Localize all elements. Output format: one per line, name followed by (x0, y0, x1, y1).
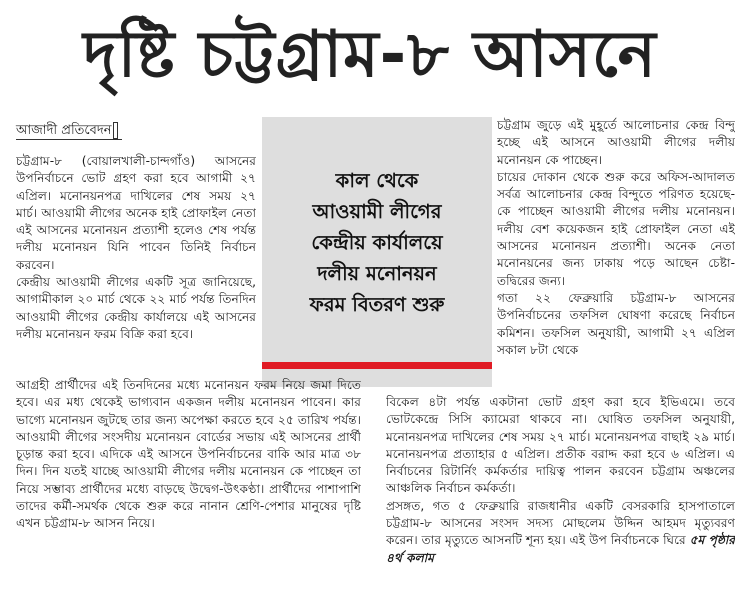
paragraph: চট্টগ্রাম জুড়ে এই মুহূর্তে আলোচনার কেন্দ্র বিন্দু হচ্ছে এই আসনে আওয়ামী লীগের দলীয় মনোনয়ন কে পাচ্ছেন। (497, 118, 735, 167)
article-column-bottom-left (16, 377, 361, 609)
callout-headline (262, 165, 492, 320)
byline-bracket (113, 122, 118, 139)
paragraph: চট্টগ্রাম-৮ (বোয়ালখালী-চান্দগাঁও) আসনের উপনির্বাচনে ভোট গ্রহণ করা হবে আগামী ২৭ এপ্রিল। মনোনয়নপত্র দাখিলের শেষ সময় ২৭ মার্চ। আওয়ামী লীগের অনেক হাই প্রোফাইল নেতা এই আসনের মনোনয়ন প্রত্যাশী হলেও শেষ পর্যন্ত দলীয় মনোনয়ন যিনি পাবেন তিনিই নির্বাচন করবেন। (16, 154, 256, 272)
continued-on-link[interactable]: ৫ম পৃষ্ঠার ৪র্থ কলাম (386, 533, 735, 565)
paragraph: গতা ২২ ফেব্রুয়ারি চট্টগ্রাম-৮ আসনের উপনির্বাচনের তফসিল ঘোষণা করেছে নির্বাচন কমিশন। তফসিল অনুযায়ী, আগামী ২৭ এপ্রিল সকাল ৮টা থেকে (497, 290, 735, 357)
paragraph (386, 498, 735, 567)
headline: দৃষ্টি চট্টগ্রাম-৮ আসনে (83, 18, 657, 92)
paragraph: বিকেল ৪টা পর্যন্ত একটানা ভোট গ্রহণ করা হবে ইভিএমে। তবে ভোটকেন্দ্রে সিসি ক্যামেরা থাকবে না। ঘোষিত তফসিল অনুযায়ী, মনোনয়নপত্র দাখিলের শেষ সময় ২৭ মার্চ। মনোনয়নপত্র বাছাই ২৯ মার্চ। মনোনয়নপত্র প্রত্যাহার ৫ এপ্রিল। প্রতীক বরাদ্দ করা হবে ৬ এপ্রিল। এ নির্বাচনের রিটার্নিং কর্মকর্তার দায়িত্ব পালন করবেন চট্টগ্রাম অঞ্চলের আঞ্চলিক নির্বাচন কর্মকর্তা। (386, 395, 735, 496)
byline (16, 122, 122, 140)
paragraph: চায়ের দোকান থেকে শুরু করে অফিস-আদালত সর্বত্র আলোচনার কেন্দ্র বিন্দুতে পরিণত হয়েছে- কে পাচ্ছেন আওয়ামী লীগের দলীয় মনোনয়ন। দলীয় বেশ কয়েকজন হাই প্রোফাইল নেতা এই আসনের মনোনয়ন প্রত্যাশী। অনেক নেতা মনোনয়নের জন্য ঢাকায় পড়ে আছেন চেষ্টা-তদ্বিরের জন্য। (497, 169, 735, 288)
callout-box (262, 117, 492, 387)
paragraph: কেন্দ্রীয় আওয়ামী লীগের একটি সূত্র জানিয়েছে, আগামীকাল ২০ মার্চ থেকে ২২ মার্চ পর্যন্ত তিনদিন আওয়ামী লীগের কেন্দ্রীয় কার্যালয়ে এই আসনের দলীয় মনোনয়ন ফরম বিক্রি করা হবে। (16, 275, 256, 341)
callout-line: কাল থেকে (335, 169, 419, 192)
paragraph-text: প্রসঙ্গত, গত ৫ ফেব্রুয়ারি রাজধানীর একটি বেসরকারি হাসপাতালে চট্টগ্রাম-৮ আসনের সংসদ সদস্য মোছলেম উদ্দিন আহমদ মৃত্যুবরণ করেন। তার মৃত্যুতে আসনটি শূন্য হয়। এই উপ নির্বাচনকে ঘিরে (386, 498, 735, 548)
article-column-left (16, 153, 256, 375)
callout-line: কেন্দ্রীয় কার্যালয়ে (311, 231, 443, 254)
callout-line: ফরম বিতরণ শুরু (309, 293, 445, 316)
callout-line: আওয়ামী লীগের (312, 200, 442, 223)
callout-line: দলীয় মনোনয়ন (317, 262, 437, 285)
article-column-right (497, 117, 735, 392)
callout-red-bar (262, 362, 492, 369)
paragraph: আগ্রহী প্রার্থীদের এই তিনদিনের মধ্যে মনোনয়ন ফরম নিয়ে জমা দিতে হবে। এর মধ্য থেকেই ভাগ্যবান একজন দলীয় মনোনয়ন পাবেন। কার ভাগ্যে মনোনয়ন জুটছে তার জন্য অপেক্ষা করতে হবে ২৫ তারিখ পর্যন্ত। আওয়ামী লীগের সংসদীয় মনোনয়ন বোর্ডের সভায় এই আসনের প্রার্থী চূড়ান্ত করা হবে। এদিকে এই আসনে উপনির্বাচনের বাকি আর মাত্র ৩৮ দিন। দিন যতই যাচ্ছে আওয়ামী লীগের দলীয় মনোনয়ন কে পাচ্ছেন তা নিয়ে সম্ভাব্য প্রার্থীদের মধ্যে বাড়ছে উদ্বেগ-উৎকণ্ঠা। প্রার্থীদের পাশাপাশি তাদের কর্মী-সমর্থক থেকে শুরু করে নানান শ্রেণি-পেশার মানুষের দৃষ্টি এখন চট্টগ্রাম-৮ আসন নিয়ে। (16, 378, 361, 531)
article-column-bottom-right (386, 394, 735, 609)
byline-text: আজাদী প্রতিবেদন (16, 123, 112, 138)
